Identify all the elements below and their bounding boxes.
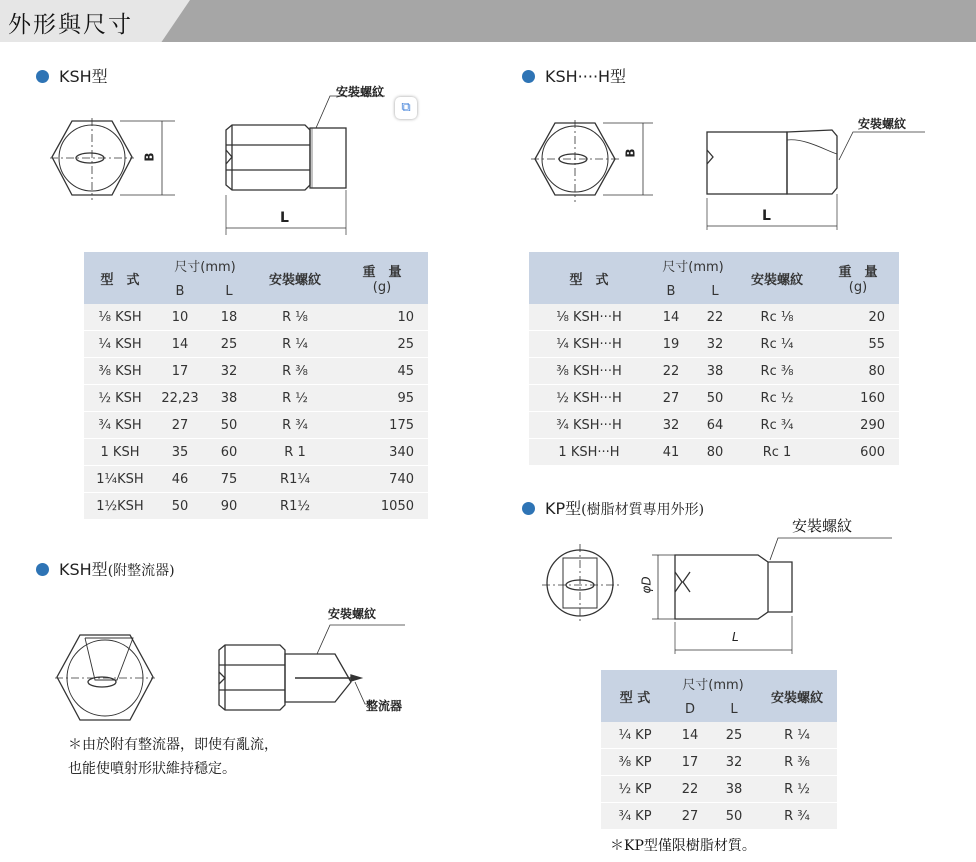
lens-icon[interactable]: ⧉	[395, 97, 417, 119]
table-row	[601, 803, 837, 830]
table-cell: R ½	[757, 776, 837, 803]
table-cell: 32	[711, 749, 757, 776]
table-cell: 38	[204, 385, 254, 412]
flow-note	[68, 733, 278, 781]
table-row	[529, 412, 899, 439]
table-cell: 175	[336, 412, 428, 439]
table-cell: 14	[649, 304, 693, 331]
bullet-icon	[36, 563, 49, 576]
table-cell: 14	[156, 331, 204, 358]
table-cell: ⅜ KP	[601, 749, 669, 776]
table-cell: R ¼	[254, 331, 336, 358]
table-cell: 340	[336, 439, 428, 466]
table-cell: 27	[669, 803, 711, 830]
kp-table-body	[601, 722, 837, 830]
col-thread: 安裝螺紋	[737, 252, 817, 304]
col-weight-label: 重 量	[362, 265, 402, 280]
table-row	[84, 385, 428, 412]
table-cell: 22,23	[156, 385, 204, 412]
section-ksh-flow-title: KSH型	[59, 560, 108, 579]
table-cell: 50	[711, 803, 757, 830]
ksh-h-table-body	[529, 304, 899, 466]
thread-label: 安裝螺紋	[336, 85, 385, 99]
table-cell: Rc ⅜	[737, 358, 817, 385]
col-weight	[336, 252, 428, 304]
table-cell: Rc ¼	[737, 331, 817, 358]
table-cell: ¼ KSH	[84, 331, 156, 358]
table-row	[601, 776, 837, 803]
col-thread: 安裝螺紋	[254, 252, 336, 304]
bullet-icon	[522, 70, 535, 83]
table-cell: 14	[669, 722, 711, 749]
table-cell: 25	[711, 722, 757, 749]
table-cell: 32	[649, 412, 693, 439]
table-cell: Rc ½	[737, 385, 817, 412]
table-cell: 10	[156, 304, 204, 331]
thread-label-flow: 安裝螺紋	[328, 607, 377, 621]
ksh-table	[84, 252, 428, 520]
table-row	[84, 493, 428, 520]
dim-B-label: B	[142, 152, 157, 162]
table-cell: 740	[336, 466, 428, 493]
table-row	[84, 331, 428, 358]
table-cell: ¼ KSH···H	[529, 331, 649, 358]
section-kp	[522, 496, 704, 519]
table-row	[529, 331, 899, 358]
table-cell: 18	[204, 304, 254, 331]
col-weight-unit: (g)	[372, 280, 392, 295]
dim-B-label-h: B	[623, 148, 638, 158]
table-cell: R ⅛	[254, 304, 336, 331]
col-weight-label: 重 量	[838, 265, 878, 280]
table-row	[601, 749, 837, 776]
table-cell: R ⅜	[254, 358, 336, 385]
ksh-drawing	[40, 100, 360, 240]
table-cell: 1 KSH	[84, 439, 156, 466]
table-cell: R1½	[254, 493, 336, 520]
table-cell: 46	[156, 466, 204, 493]
table-cell: ⅜ KSH···H	[529, 358, 649, 385]
dim-L-label-h: L	[762, 208, 771, 224]
table-cell: 80	[693, 439, 737, 466]
kp-drawing	[540, 530, 900, 655]
ksh-h-table	[529, 252, 899, 466]
table-cell: ½ KSH···H	[529, 385, 649, 412]
table-cell: ¼ KP	[601, 722, 669, 749]
table-cell: 27	[156, 412, 204, 439]
table-cell: R ¾	[757, 803, 837, 830]
dim-L-label: L	[280, 210, 289, 226]
table-cell: 25	[336, 331, 428, 358]
table-cell: 38	[711, 776, 757, 803]
section-kp-title: KP型	[545, 499, 582, 518]
ksh-table-body	[84, 304, 428, 520]
table-cell: 1050	[336, 493, 428, 520]
table-row	[529, 304, 899, 331]
table-cell: 290	[817, 412, 899, 439]
table-cell: 38	[693, 358, 737, 385]
table-cell: 32	[204, 358, 254, 385]
table-cell: ¾ KSH···H	[529, 412, 649, 439]
table-cell: ⅜ KSH	[84, 358, 156, 385]
col-type: 型 式	[84, 252, 156, 304]
section-kp-note: (樹脂材質專用外形)	[581, 502, 705, 518]
table-cell: 10	[336, 304, 428, 331]
section-ksh-flow-note: (附整流器)	[107, 563, 175, 579]
table-row	[84, 466, 428, 493]
table-cell: 17	[156, 358, 204, 385]
section-ksh-h	[522, 64, 626, 87]
table-cell: R1¼	[254, 466, 336, 493]
table-cell: R ¾	[254, 412, 336, 439]
page-title: 外形與尺寸	[8, 12, 133, 38]
col-L: L	[204, 278, 254, 304]
section-ksh-h-title: KSH····H型	[545, 67, 627, 86]
table-cell: Rc ⅛	[737, 304, 817, 331]
table-row	[84, 412, 428, 439]
col-dims: 尺寸(mm)	[649, 252, 737, 278]
bullet-icon	[522, 502, 535, 515]
table-cell: 1¼KSH	[84, 466, 156, 493]
dim-L-label-kp: L	[732, 630, 739, 644]
table-cell: 50	[204, 412, 254, 439]
table-cell: Rc 1	[737, 439, 817, 466]
col-weight-unit: (g)	[848, 280, 868, 295]
table-row	[529, 358, 899, 385]
table-cell: ½ KP	[601, 776, 669, 803]
table-cell: 60	[204, 439, 254, 466]
kp-table	[601, 670, 837, 830]
table-row	[601, 722, 837, 749]
table-cell: ½ KSH	[84, 385, 156, 412]
table-cell: 75	[204, 466, 254, 493]
col-type: 型 式	[601, 670, 669, 722]
table-cell: 1½KSH	[84, 493, 156, 520]
table-cell: ¾ KSH	[84, 412, 156, 439]
section-ksh-flow	[36, 557, 175, 580]
table-cell: 95	[336, 385, 428, 412]
table-cell: 1 KSH···H	[529, 439, 649, 466]
table-cell: 17	[669, 749, 711, 776]
table-cell: R 1	[254, 439, 336, 466]
table-cell: 80	[817, 358, 899, 385]
table-cell: R ¼	[757, 722, 837, 749]
table-row	[529, 385, 899, 412]
table-cell: 25	[204, 331, 254, 358]
col-thread: 安裝螺紋	[757, 670, 837, 722]
table-cell: 50	[693, 385, 737, 412]
table-cell: 20	[817, 304, 899, 331]
table-cell: ¾ KP	[601, 803, 669, 830]
table-cell: 22	[649, 358, 693, 385]
table-cell: ⅛ KSH	[84, 304, 156, 331]
col-B: B	[156, 278, 204, 304]
table-cell: 41	[649, 439, 693, 466]
straightener-label: 整流器	[366, 699, 403, 713]
col-type: 型 式	[529, 252, 649, 304]
col-L: L	[711, 696, 757, 722]
table-row	[84, 358, 428, 385]
col-B: B	[649, 278, 693, 304]
section-ksh-title: KSH型	[59, 67, 108, 86]
col-dims: 尺寸(mm)	[156, 252, 254, 278]
table-cell: 55	[817, 331, 899, 358]
col-dims: 尺寸(mm)	[669, 670, 757, 696]
table-row	[84, 304, 428, 331]
table-cell: 22	[693, 304, 737, 331]
bullet-icon	[36, 70, 49, 83]
thread-label-kp: 安裝螺紋	[792, 517, 853, 535]
table-cell: 45	[336, 358, 428, 385]
thread-label-h: 安裝螺紋	[858, 117, 907, 131]
section-ksh	[36, 64, 108, 87]
table-cell: 19	[649, 331, 693, 358]
table-cell: 35	[156, 439, 204, 466]
table-row	[529, 439, 899, 466]
ksh-h-drawing	[525, 110, 855, 235]
col-D: D	[669, 696, 711, 722]
table-cell: 90	[204, 493, 254, 520]
table-cell: 22	[669, 776, 711, 803]
table-cell: 600	[817, 439, 899, 466]
table-cell: 64	[693, 412, 737, 439]
table-cell: Rc ¾	[737, 412, 817, 439]
flow-note-line1: ＊由於附有整流器，即使有亂流，	[68, 737, 278, 753]
col-weight	[817, 252, 899, 304]
table-cell: 160	[817, 385, 899, 412]
table-cell: 32	[693, 331, 737, 358]
col-L: L	[693, 278, 737, 304]
table-cell: R ⅜	[757, 749, 837, 776]
table-cell: 27	[649, 385, 693, 412]
table-cell: 50	[156, 493, 204, 520]
table-cell: ⅛ KSH···H	[529, 304, 649, 331]
flow-note-line2: 也能使噴射形狀維持穩定。	[68, 761, 236, 777]
dim-phiD-label: φD	[639, 576, 654, 594]
kp-note: ＊KP型僅限樹脂材質。	[610, 838, 756, 854]
table-row	[84, 439, 428, 466]
table-cell: R ½	[254, 385, 336, 412]
